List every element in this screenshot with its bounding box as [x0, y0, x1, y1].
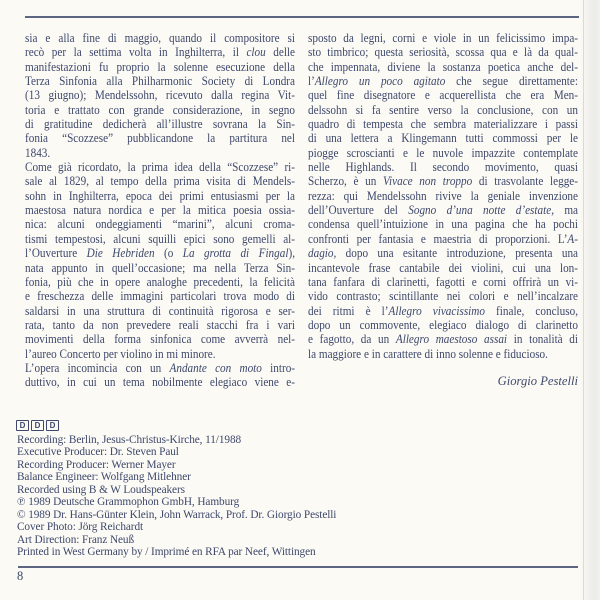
text-line: e fagotto, da un Allegro maestoso assai in tonalità di: [308, 332, 579, 347]
text-line: fonia “Scozzese” pubblicandone la partitura nel: [25, 131, 296, 146]
text-line: (13 giugno); Mendelssohn, ricevuto dalla regina Vit-: [25, 88, 296, 103]
bottom-rule-divider: [18, 566, 578, 568]
credit-line: Recorded using B & W Loudspeakers: [17, 483, 185, 496]
credit-line: Balance Engineer: Wolfgang Mitlehner: [17, 471, 191, 484]
text-column-right-lines: [308, 31, 578, 361]
text-line: di una lettera a Klingemann tutti commossi per le: [308, 131, 579, 146]
text-line: incantevole frase cantabile dei violini, cui una lon-: [308, 260, 579, 275]
text-line: vido contrasto; scintillante nei colori e nell’incalzare: [308, 289, 579, 304]
text-line: tana fanfara di clarinetti, fagotti e corni offrirà un vi-: [308, 274, 579, 289]
text-line: Terza Sinfonia alla Philharmonic Society di Londra: [25, 74, 296, 89]
text-line: maestosa natura nordica e per la mitica poesia ossia-: [25, 203, 296, 218]
text-line: la maggiore e in carattere di inno solenne e fiducioso.: [308, 346, 548, 361]
credits-block: [17, 434, 336, 558]
credit-line: Recording Producer: Werner Mayer: [17, 458, 176, 471]
text-line: manifestazioni fu proprio la solenne esecuzione della: [25, 59, 296, 74]
text-line: Scherzo, è un Vivace non troppo di trasvolante legge-: [308, 174, 578, 189]
text-line: dei ritmi è l’Allegro vivacissimo finale, concluso,: [308, 303, 579, 318]
text-line: Come già ricordato, la prima idea della “Scozzese” ri-: [25, 160, 296, 175]
text-line: dopo un commovente, elegiaco dialogo di clarinetto: [308, 317, 579, 332]
text-line: e freschezza delle immagini particolari trova modo di: [25, 289, 296, 304]
text-line: l’aureo Concerto per violino in mi minore.: [25, 346, 216, 361]
text-line: 1843.: [25, 145, 51, 160]
text-line: sto timbrico; questa seriosità, scossa qua e là da qual-: [308, 45, 579, 60]
text-line: confronti per fantasia e maestria di proporzioni. L’A-: [308, 231, 579, 246]
text-line: l’Allegro un poco agitato che segue direttamente:: [308, 74, 579, 89]
author-signature: Giorgio Pestelli: [497, 373, 578, 388]
text-column-left: [25, 31, 295, 390]
page-edge-shadow: [580, 0, 600, 600]
ddd-letter-box: D: [46, 420, 59, 431]
text-line: quadro di tempesta che sembra materializzare i passi: [308, 117, 579, 132]
text-line: dell’Ouverture del Sogno d’una notte d’estate, ma: [308, 203, 579, 218]
text-line: rata, tanto da non prevedere reali stacchi fra i vari: [25, 317, 296, 332]
text-line: rezza: qui Mendelssohn rivive la geniale invenzione: [308, 188, 579, 203]
credit-line: Printed in West Germany by / Imprimé en RFA par Neef, Wittingen: [17, 545, 316, 558]
text-line: duttivo, in cui un tema nobilmente elegiaco viene e-: [25, 375, 296, 390]
credit-line: Cover Photo: Jörg Reichardt: [17, 521, 144, 534]
text-line: sale al 1829, al tempo della prima visita di Mendels-: [25, 174, 296, 189]
text-line: l’Ouverture Die Hebriden (o La grotta di Fingal),: [25, 246, 295, 261]
text-line: recò per la settima volta in Inghilterra, il clou delle: [25, 45, 296, 60]
text-line: sia e alla fine di maggio, quando il compositore si: [25, 31, 296, 45]
text-line: condensa quell’intuizione in una pagina che ha pochi: [308, 217, 579, 232]
text-line: sposto da legni, corni e viole in un felicissimo impa-: [308, 31, 579, 45]
credit-line: Recording: Berlin, Jesus-Christus-Kirche, 11/1988: [17, 434, 242, 446]
ddd-logo: [16, 420, 59, 431]
credit-line: Executive Producer: Dr. Steven Paul: [17, 446, 179, 459]
text-line: L’opera incomincia con un Andante con moto intro-: [25, 360, 296, 375]
text-column-left-lines: [25, 31, 295, 390]
text-line: movimenti della forma sinfonica come avverrà nel-: [25, 332, 296, 347]
text-line: che impennata, diviene la sostanza poetica anche del-: [308, 59, 579, 74]
credit-line: Art Direction: Franz Neuß: [17, 533, 135, 546]
page-number: 8: [17, 569, 24, 583]
text-line: nata appunto in quell’occasione; ma nella Terza Sin-: [25, 260, 296, 275]
text-line: piogge scroscianti e le nuvole impazzite contemplate: [308, 145, 579, 160]
credit-line: © 1989 Dr. Hans-Günter Klein, John Warrack, Prof. Dr. Giorgio Pestelli: [17, 508, 337, 521]
text-line: tismi tempestosi, alcuni squilli epici sono gemelli al-: [25, 231, 296, 246]
liner-notes-text: [25, 31, 578, 390]
ddd-letter-box: D: [31, 420, 44, 431]
text-line: delssohn si fa sentire verso la conclusione, con un: [308, 102, 579, 117]
ddd-letter-box: D: [16, 420, 29, 431]
text-line: fonia, più che in opere analoghe precedenti, la felicità: [25, 274, 296, 289]
text-line: sohn in Inghilterra, epoca dei primi entusiasmi per la: [25, 188, 296, 203]
credit-line: ℗ 1989 Deutsche Grammophon GmbH, Hamburg: [17, 496, 240, 509]
text-line: nelle Highlands. Il secondo movimento, quasi: [308, 160, 579, 175]
text-line: di gratitudine dedicherà all’illustre sovrana la Sin-: [25, 117, 296, 132]
text-line: saldarsi in una struttura di continuità rigorosa e ser-: [25, 303, 296, 318]
text-line: nica: alcuni ondeggiamenti “marini”, alcuni croma-: [25, 217, 296, 232]
text-line: dagio, dopo una esitante introduzione, presenta una: [308, 246, 579, 261]
text-column-right: [308, 31, 578, 390]
text-line: quel fine disegnatore e acquerellista che era Men-: [308, 88, 579, 103]
top-rule-divider: [25, 16, 579, 18]
text-line: toria e trattato con grande considerazione, in segno: [25, 102, 296, 117]
page-edge-crease: [583, 0, 584, 600]
